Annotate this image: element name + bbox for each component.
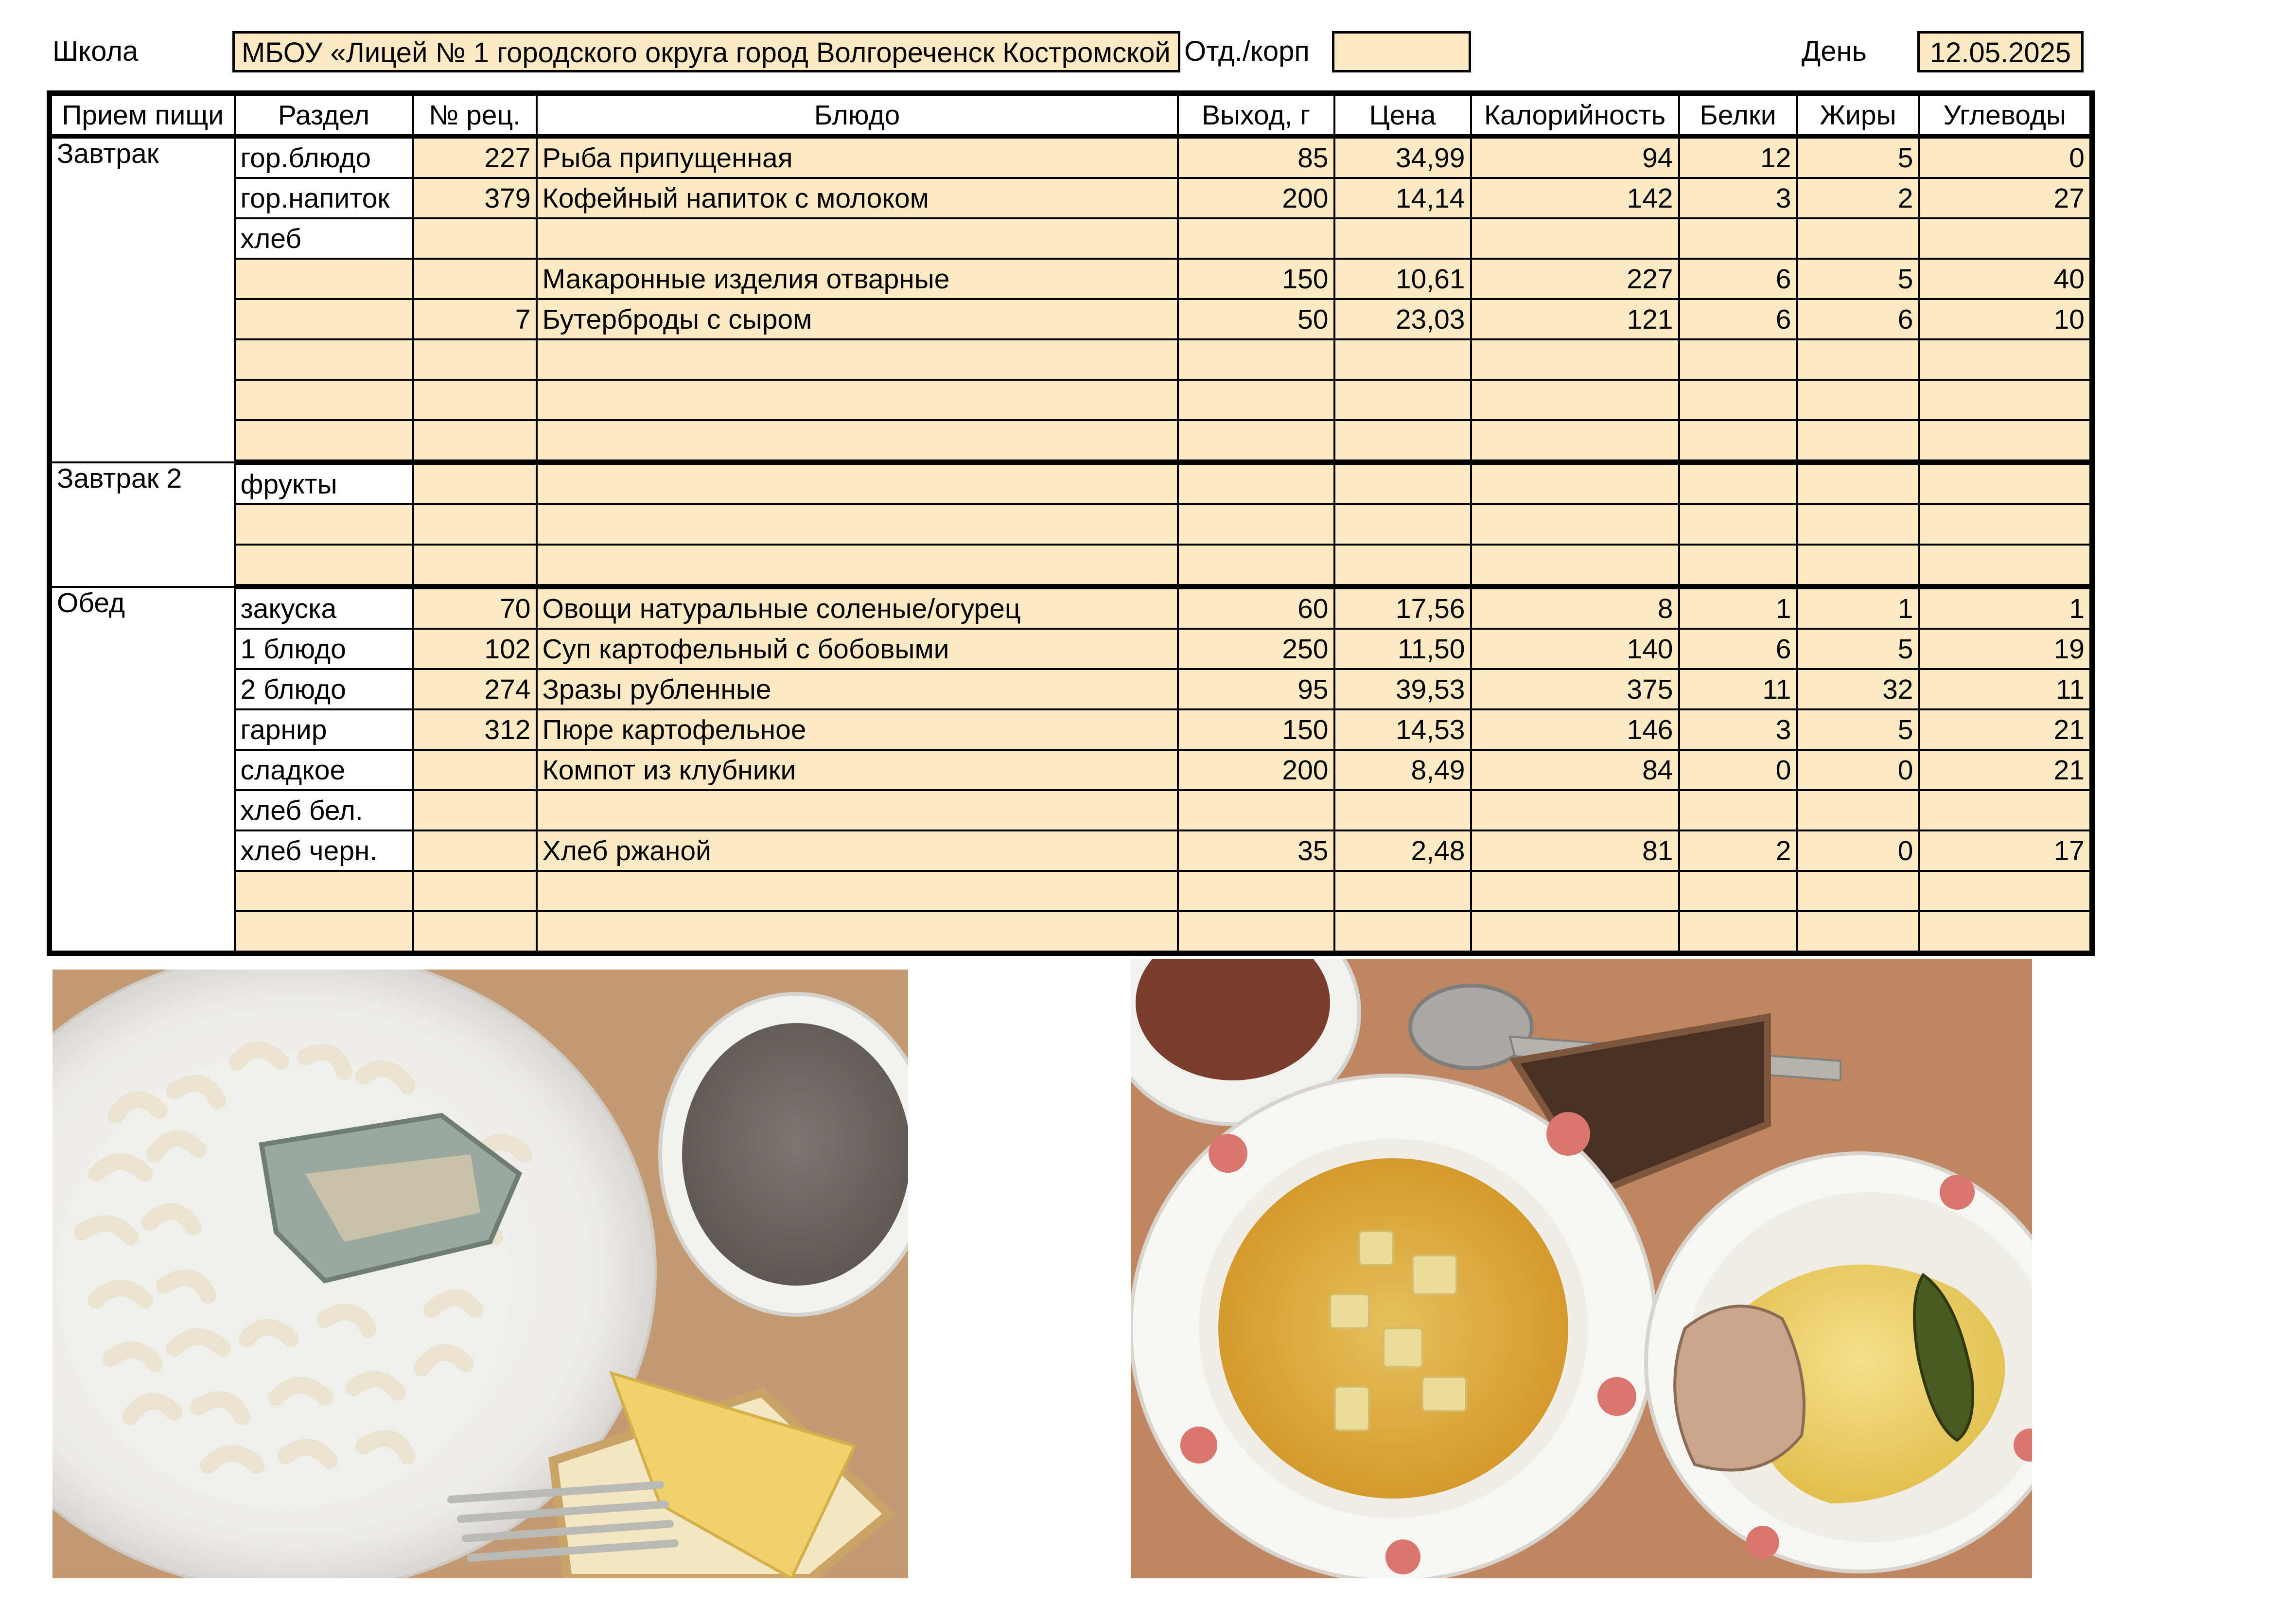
protein-cell[interactable]: 0 (1679, 750, 1797, 790)
price-cell[interactable]: 14,14 (1334, 178, 1471, 218)
section-cell[interactable] (235, 420, 413, 462)
column-header-dish: Блюдо (537, 93, 1178, 137)
meal-name-cell: Завтрак (50, 137, 235, 462)
table-row (50, 504, 2092, 545)
recipe-cell[interactable] (413, 218, 537, 259)
dish-cell[interactable]: Овощи натуральные соленые/огурец (537, 587, 1178, 629)
table-header-row (50, 93, 2092, 137)
section-cell[interactable]: 1 блюдо (235, 629, 413, 669)
dish-cell[interactable]: Зразы рубленные (537, 669, 1178, 709)
kcal-cell[interactable]: 375 (1471, 669, 1679, 709)
yield-cell[interactable]: 35 (1178, 830, 1334, 871)
carbs-cell[interactable]: 21 (1919, 750, 2092, 790)
price-cell[interactable]: 2,48 (1334, 830, 1471, 871)
protein-cell[interactable] (1679, 871, 1797, 911)
fat-cell[interactable] (1797, 462, 1919, 505)
price-cell[interactable] (1334, 790, 1471, 830)
section-cell[interactable] (235, 339, 413, 380)
dish-cell[interactable]: Кофейный напиток с молоком (537, 178, 1178, 218)
section-cell[interactable]: хлеб (235, 218, 413, 259)
recipe-cell[interactable] (413, 380, 537, 420)
protein-cell[interactable]: 6 (1679, 259, 1797, 299)
recipe-cell[interactable]: 7 (413, 299, 537, 339)
carbs-cell[interactable] (1919, 380, 2092, 420)
section-cell[interactable]: хлеб черн. (235, 830, 413, 871)
kcal-cell[interactable]: 146 (1471, 709, 1679, 750)
table-row (50, 790, 2092, 830)
section-cell[interactable]: 2 блюдо (235, 669, 413, 709)
yield-cell[interactable] (1178, 911, 1334, 953)
fat-cell[interactable] (1797, 790, 1919, 830)
dish-cell[interactable]: Макаронные изделия отварные (537, 259, 1178, 299)
section-cell[interactable]: гор.блюдо (235, 137, 413, 178)
breakfast-photo-image (53, 970, 908, 1578)
table-row (50, 629, 2092, 669)
protein-cell[interactable] (1679, 339, 1797, 380)
dish-cell[interactable]: Рыба припущенная (537, 137, 1178, 178)
protein-cell[interactable]: 11 (1679, 669, 1797, 709)
dish-cell[interactable]: Пюре картофельное (537, 709, 1178, 750)
fat-cell[interactable] (1797, 420, 1919, 462)
kcal-cell[interactable]: 121 (1471, 299, 1679, 339)
fat-cell[interactable]: 0 (1797, 750, 1919, 790)
yield-cell[interactable]: 50 (1178, 299, 1334, 339)
yield-cell[interactable] (1178, 790, 1334, 830)
kcal-cell[interactable] (1471, 545, 1679, 587)
yield-cell[interactable] (1178, 420, 1334, 462)
fat-cell[interactable]: 6 (1797, 299, 1919, 339)
yield-cell[interactable] (1178, 504, 1334, 545)
yield-cell[interactable] (1178, 462, 1334, 505)
protein-cell[interactable] (1679, 790, 1797, 830)
table-row (50, 587, 2092, 629)
price-cell[interactable] (1334, 504, 1471, 545)
column-header-kcal: Калорийность (1471, 93, 1679, 137)
protein-cell[interactable] (1679, 218, 1797, 259)
column-header-meal: Прием пищи (50, 93, 235, 137)
protein-cell[interactable]: 2 (1679, 830, 1797, 871)
price-cell[interactable] (1334, 545, 1471, 587)
carbs-cell[interactable] (1919, 339, 2092, 380)
table-row (50, 871, 2092, 911)
table-row (50, 462, 2092, 505)
section-cell[interactable] (235, 911, 413, 953)
recipe-cell[interactable] (413, 911, 537, 953)
table-row (50, 137, 2092, 178)
price-cell[interactable]: 11,50 (1334, 629, 1471, 669)
carbs-cell[interactable]: 1 (1919, 587, 2092, 629)
section-cell[interactable] (235, 545, 413, 587)
price-cell[interactable]: 14,53 (1334, 709, 1471, 750)
carbs-cell[interactable]: 40 (1919, 259, 2092, 299)
school-label: Школа (53, 35, 139, 67)
menu-body (50, 137, 2092, 953)
protein-cell[interactable] (1679, 504, 1797, 545)
fat-cell[interactable] (1797, 380, 1919, 420)
fat-cell[interactable] (1797, 911, 1919, 953)
column-header-protein: Белки (1679, 93, 1797, 137)
yield-cell[interactable] (1178, 380, 1334, 420)
dish-cell[interactable] (537, 339, 1178, 380)
table-row (50, 709, 2092, 750)
table-row (50, 380, 2092, 420)
table-row (50, 750, 2092, 790)
recipe-cell[interactable] (413, 504, 537, 545)
price-cell[interactable] (1334, 218, 1471, 259)
school-name-field[interactable] (232, 31, 1180, 72)
carbs-cell[interactable]: 11 (1919, 669, 2092, 709)
kcal-cell[interactable]: 84 (1471, 750, 1679, 790)
yield-cell[interactable]: 200 (1178, 178, 1334, 218)
yield-cell[interactable]: 200 (1178, 750, 1334, 790)
section-cell[interactable] (235, 299, 413, 339)
dish-cell[interactable]: Бутерброды с сыром (537, 299, 1178, 339)
protein-cell[interactable]: 6 (1679, 629, 1797, 669)
protein-cell[interactable] (1679, 545, 1797, 587)
kcal-cell[interactable] (1471, 911, 1679, 953)
recipe-cell[interactable] (413, 790, 537, 830)
yield-cell[interactable]: 95 (1178, 669, 1334, 709)
column-header-carbs: Углеводы (1919, 93, 2092, 137)
section-cell[interactable]: гор.напиток (235, 178, 413, 218)
dish-cell[interactable] (537, 380, 1178, 420)
fat-cell[interactable]: 5 (1797, 259, 1919, 299)
fat-cell[interactable]: 5 (1797, 137, 1919, 178)
kcal-cell[interactable] (1471, 504, 1679, 545)
dish-cell[interactable] (537, 911, 1178, 953)
table-row (50, 299, 2092, 339)
kcal-cell[interactable] (1471, 871, 1679, 911)
recipe-cell[interactable] (413, 462, 537, 505)
protein-cell[interactable] (1679, 420, 1797, 462)
fat-cell[interactable] (1797, 545, 1919, 587)
carbs-cell[interactable]: 0 (1919, 137, 2092, 178)
price-cell[interactable]: 17,56 (1334, 587, 1471, 629)
kcal-cell[interactable] (1471, 380, 1679, 420)
fat-cell[interactable]: 0 (1797, 830, 1919, 871)
carbs-cell[interactable]: 17 (1919, 830, 2092, 871)
recipe-cell[interactable] (413, 420, 537, 462)
column-header-section: Раздел (235, 93, 413, 137)
breakfast-photo (53, 970, 908, 1578)
kcal-cell[interactable]: 94 (1471, 137, 1679, 178)
carbs-cell[interactable] (1919, 790, 2092, 830)
meal-name-cell: Завтрак 2 (50, 462, 235, 587)
dish-cell[interactable] (537, 871, 1178, 911)
price-cell[interactable]: 34,99 (1334, 137, 1471, 178)
table-row (50, 259, 2092, 299)
column-header-yield: Выход, г (1178, 93, 1334, 137)
carbs-cell[interactable]: 27 (1919, 178, 2092, 218)
lunch-photo-image (1131, 959, 2032, 1578)
kcal-cell[interactable] (1471, 462, 1679, 505)
dish-cell[interactable]: Компот из клубники (537, 750, 1178, 790)
day-value: 12.05.2025 (1929, 37, 2071, 69)
price-cell[interactable]: 23,03 (1334, 299, 1471, 339)
protein-cell[interactable]: 6 (1679, 299, 1797, 339)
price-cell[interactable] (1334, 339, 1471, 380)
recipe-cell[interactable]: 274 (413, 669, 537, 709)
yield-cell[interactable] (1178, 871, 1334, 911)
menu-table (47, 90, 2095, 956)
price-cell[interactable]: 8,49 (1334, 750, 1471, 790)
section-cell[interactable]: гарнир (235, 709, 413, 750)
column-header-recipe: № рец. (413, 93, 537, 137)
kcal-cell[interactable] (1471, 790, 1679, 830)
yield-cell[interactable]: 150 (1178, 259, 1334, 299)
kcal-cell[interactable] (1471, 218, 1679, 259)
recipe-cell[interactable]: 70 (413, 587, 537, 629)
yield-cell[interactable] (1178, 339, 1334, 380)
table-row (50, 545, 2092, 587)
fat-cell[interactable]: 5 (1797, 629, 1919, 669)
carbs-cell[interactable] (1919, 504, 2092, 545)
dish-cell[interactable] (537, 420, 1178, 462)
fat-cell[interactable]: 5 (1797, 709, 1919, 750)
day-label: День (1802, 35, 1867, 67)
yield-cell[interactable]: 250 (1178, 629, 1334, 669)
yield-cell[interactable]: 60 (1178, 587, 1334, 629)
kcal-cell[interactable]: 142 (1471, 178, 1679, 218)
fat-cell[interactable]: 1 (1797, 587, 1919, 629)
protein-cell[interactable]: 1 (1679, 587, 1797, 629)
fat-cell[interactable] (1797, 218, 1919, 259)
protein-cell[interactable]: 3 (1679, 178, 1797, 218)
section-cell[interactable]: фрукты (235, 462, 413, 505)
kcal-cell[interactable] (1471, 339, 1679, 380)
section-cell[interactable]: хлеб бел. (235, 790, 413, 830)
section-cell[interactable] (235, 259, 413, 299)
recipe-cell[interactable] (413, 545, 537, 587)
price-cell[interactable]: 39,53 (1334, 669, 1471, 709)
carbs-cell[interactable]: 21 (1919, 709, 2092, 750)
recipe-cell[interactable] (413, 259, 537, 299)
recipe-cell[interactable]: 312 (413, 709, 537, 750)
dish-cell[interactable] (537, 462, 1178, 505)
table-row (50, 911, 2092, 953)
table-row (50, 669, 2092, 709)
dish-cell[interactable]: Суп картофельный с бобовыми (537, 629, 1178, 669)
table-row (50, 830, 2092, 871)
carbs-cell[interactable]: 19 (1919, 629, 2092, 669)
recipe-cell[interactable] (413, 339, 537, 380)
price-cell[interactable]: 10,61 (1334, 259, 1471, 299)
dept-field[interactable] (1332, 31, 1471, 72)
table-row (50, 420, 2092, 462)
section-cell[interactable]: сладкое (235, 750, 413, 790)
dish-cell[interactable] (537, 790, 1178, 830)
table-row (50, 339, 2092, 380)
dish-cell[interactable] (537, 504, 1178, 545)
kcal-cell[interactable]: 8 (1471, 587, 1679, 629)
column-header-price: Цена (1334, 93, 1471, 137)
recipe-cell[interactable]: 102 (413, 629, 537, 669)
fat-cell[interactable]: 2 (1797, 178, 1919, 218)
yield-cell[interactable] (1178, 545, 1334, 587)
recipe-cell[interactable] (413, 750, 537, 790)
protein-cell[interactable] (1679, 911, 1797, 953)
price-cell[interactable] (1334, 871, 1471, 911)
kcal-cell[interactable]: 140 (1471, 629, 1679, 669)
dish-cell[interactable] (537, 545, 1178, 587)
table-row (50, 178, 2092, 218)
recipe-cell[interactable] (413, 871, 537, 911)
protein-cell[interactable] (1679, 380, 1797, 420)
carbs-cell[interactable] (1919, 462, 2092, 505)
carbs-cell[interactable] (1919, 871, 2092, 911)
section-cell[interactable] (235, 380, 413, 420)
recipe-cell[interactable]: 227 (413, 137, 537, 178)
school-name-value: МБОУ «Лицей № 1 городского округа город Волгореченск Костромской (242, 37, 1171, 69)
carbs-cell[interactable] (1919, 545, 2092, 587)
section-cell[interactable]: закуска (235, 587, 413, 629)
dept-label: Отд./корп (1184, 35, 1310, 67)
carbs-cell[interactable] (1919, 911, 2092, 953)
protein-cell[interactable] (1679, 462, 1797, 505)
dish-cell[interactable]: Хлеб ржаной (537, 830, 1178, 871)
recipe-cell[interactable]: 379 (413, 178, 537, 218)
day-field[interactable] (1917, 31, 2084, 72)
price-cell[interactable] (1334, 420, 1471, 462)
kcal-cell[interactable] (1471, 420, 1679, 462)
fat-cell[interactable] (1797, 504, 1919, 545)
protein-cell[interactable]: 12 (1679, 137, 1797, 178)
yield-cell[interactable] (1178, 218, 1334, 259)
kcal-cell[interactable]: 227 (1471, 259, 1679, 299)
recipe-cell[interactable] (413, 830, 537, 871)
table-row (50, 218, 2092, 259)
carbs-cell[interactable] (1919, 218, 2092, 259)
section-cell[interactable] (235, 504, 413, 545)
meal-name-cell: Обед (50, 587, 235, 953)
carbs-cell[interactable]: 10 (1919, 299, 2092, 339)
fat-cell[interactable]: 32 (1797, 669, 1919, 709)
protein-cell[interactable]: 3 (1679, 709, 1797, 750)
section-cell[interactable] (235, 871, 413, 911)
carbs-cell[interactable] (1919, 420, 2092, 462)
fat-cell[interactable] (1797, 871, 1919, 911)
price-cell[interactable] (1334, 462, 1471, 505)
price-cell[interactable] (1334, 380, 1471, 420)
lunch-photo (1131, 959, 2032, 1578)
yield-cell[interactable]: 150 (1178, 709, 1334, 750)
kcal-cell[interactable]: 81 (1471, 830, 1679, 871)
price-cell[interactable] (1334, 911, 1471, 953)
dish-cell[interactable] (537, 218, 1178, 259)
fat-cell[interactable] (1797, 339, 1919, 380)
yield-cell[interactable]: 85 (1178, 137, 1334, 178)
column-header-fat: Жиры (1797, 93, 1919, 137)
